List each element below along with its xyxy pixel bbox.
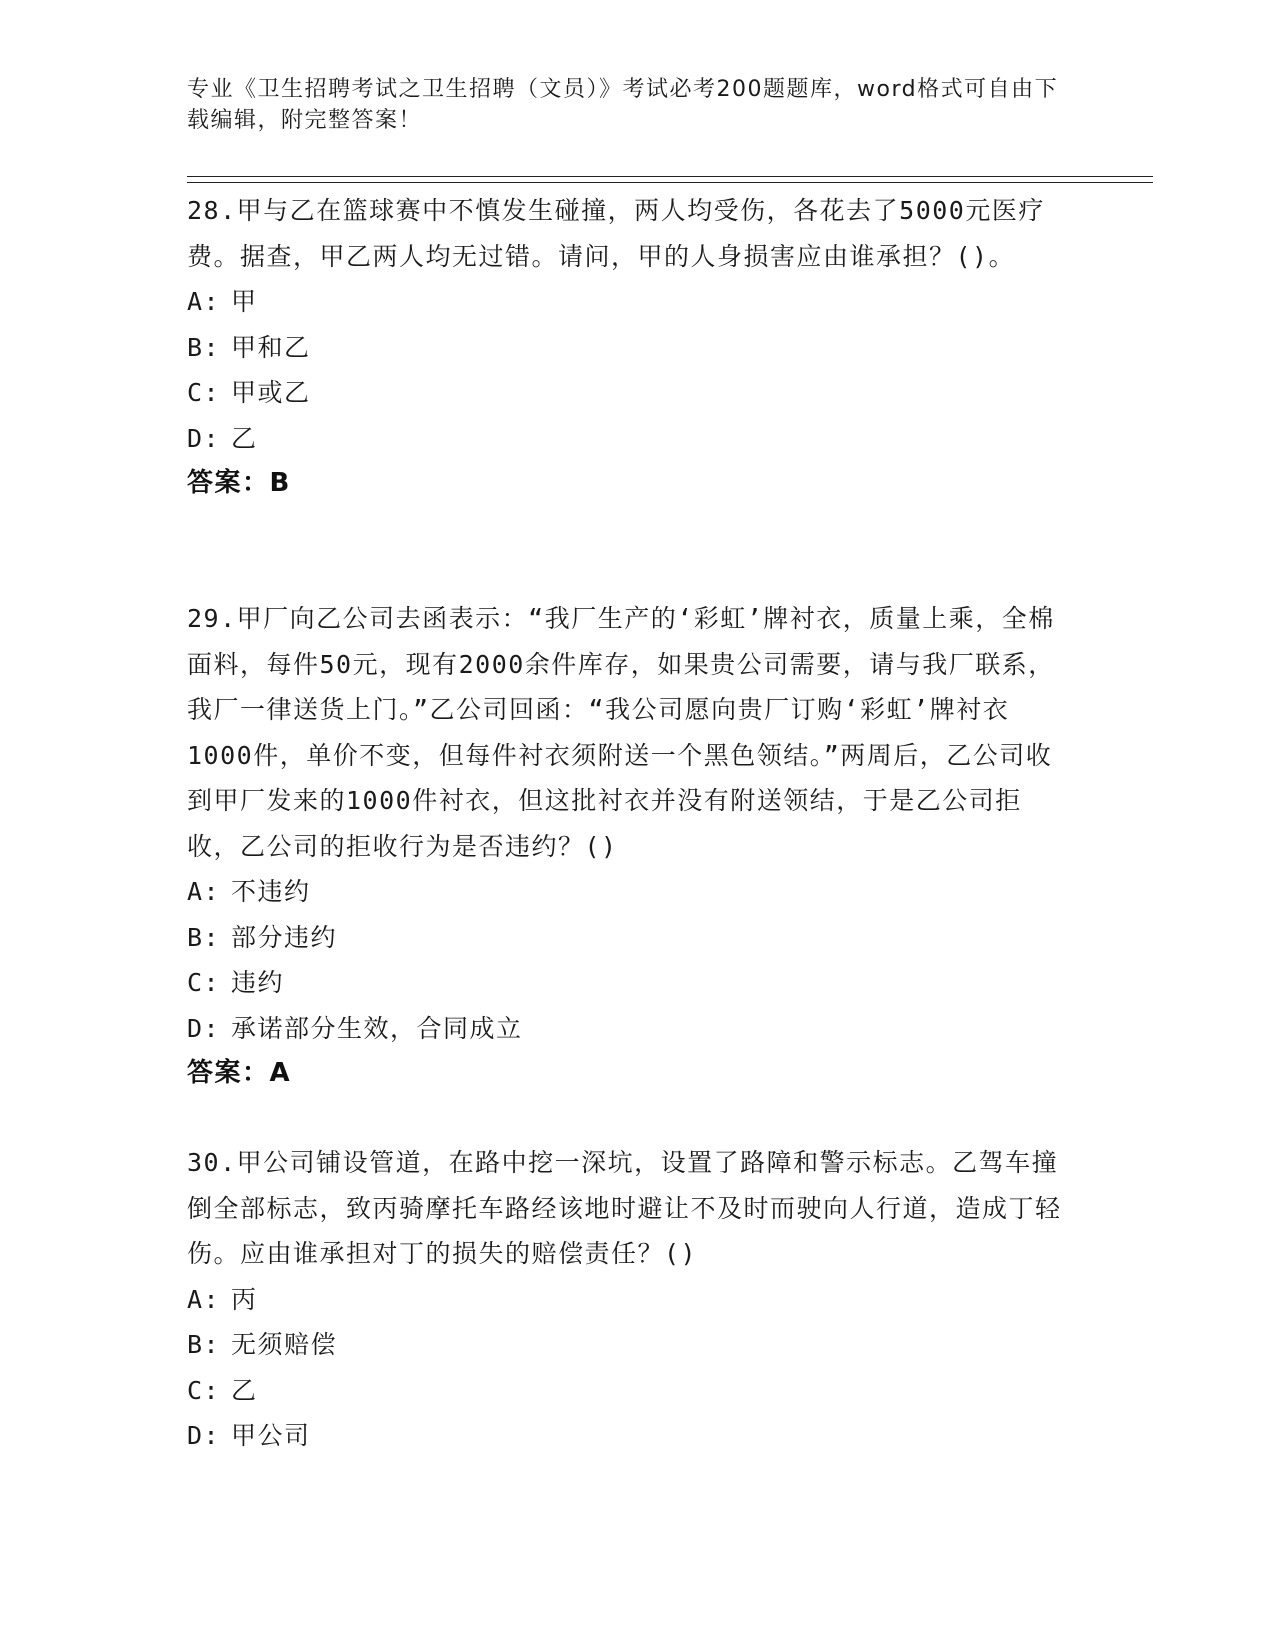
option-text: 甲 bbox=[231, 287, 258, 316]
option-a bbox=[187, 1277, 1067, 1323]
option-c bbox=[187, 960, 1067, 1006]
option-text: 丙 bbox=[231, 1284, 258, 1314]
option-text: 乙 bbox=[231, 1375, 258, 1405]
option-b bbox=[187, 915, 1067, 961]
option-a bbox=[187, 869, 1067, 915]
option-key: A: bbox=[187, 1284, 221, 1314]
option-key: C: bbox=[187, 968, 221, 997]
option-c bbox=[187, 1368, 1067, 1414]
option-a bbox=[187, 279, 1067, 325]
option-text: 乙 bbox=[231, 423, 258, 453]
answer-line: 答案：B bbox=[187, 468, 291, 498]
option-key: C: bbox=[187, 378, 221, 407]
answer-line: 答案：A bbox=[187, 1058, 292, 1088]
option-text: 承诺部分生效，合同成立 bbox=[231, 1013, 523, 1043]
option-key: D: bbox=[187, 1013, 221, 1043]
header-divider-bottom bbox=[187, 182, 1153, 183]
option-b bbox=[187, 325, 1067, 371]
option-text: 违约 bbox=[231, 968, 285, 997]
option-key: B: bbox=[187, 1330, 221, 1359]
question-29 bbox=[187, 596, 1067, 1097]
option-text: 不违约 bbox=[231, 877, 311, 906]
option-text: 部分违约 bbox=[231, 922, 338, 952]
question-30 bbox=[187, 1140, 1067, 1459]
option-d bbox=[187, 416, 1067, 462]
option-d bbox=[187, 1413, 1067, 1459]
question-stem: 30.甲公司铺设管道，在路中挖一深坑，设置了路障和警示标志。乙驾车撞倒全部标志，致丙骑摩托车路经该地时避让不及时而驶向人行道，造成丁轻伤。应由谁承担对丁的损失的赔偿责任？() bbox=[187, 1148, 1062, 1268]
option-text: 无须赔偿 bbox=[231, 1330, 338, 1359]
option-key: C: bbox=[187, 1375, 221, 1405]
option-text: 甲公司 bbox=[231, 1421, 311, 1450]
option-key: A: bbox=[187, 287, 221, 316]
header-divider-top bbox=[187, 176, 1153, 177]
option-key: D: bbox=[187, 423, 221, 453]
option-d bbox=[187, 1006, 1067, 1052]
question-28 bbox=[187, 188, 1067, 507]
option-key: D: bbox=[187, 1421, 221, 1450]
document-header: 专业《卫生招聘考试之卫生招聘（文员）》考试必考200题题库，word格式可自由下载编辑，附完整答案！ bbox=[187, 77, 1059, 133]
question-stem: 28.甲与乙在篮球赛中不慎发生碰撞，两人均受伤，各花去了5000元医疗费。据查，甲乙两人均无过错。请问，甲的人身损害应由谁承担？()。 bbox=[187, 196, 1045, 271]
option-key: B: bbox=[187, 332, 221, 362]
option-c bbox=[187, 370, 1067, 416]
option-text: 甲或乙 bbox=[231, 378, 311, 407]
option-b bbox=[187, 1322, 1067, 1368]
option-key: A: bbox=[187, 877, 221, 906]
option-key: B: bbox=[187, 922, 221, 952]
option-text: 甲和乙 bbox=[231, 332, 311, 362]
question-stem: 29.甲厂向乙公司去函表示：“我厂生产的‘彩虹’牌衬衣，质量上乘，全棉面料，每件50元，现有2000余件库存，如果贵公司需要，请与我厂联系，我厂一律送货上门。”乙公司回函：“我公司愿向贵厂订购‘彩虹’牌衬衣1000件，单价不变，但每件衬衣须附送一个黑色领结。”两周后，乙公司收到甲厂发来的1000件衬衣，但这批衬衣并没有附送领结，于是乙公司拒收，乙公司的拒收行为是否违约？() bbox=[187, 604, 1055, 861]
